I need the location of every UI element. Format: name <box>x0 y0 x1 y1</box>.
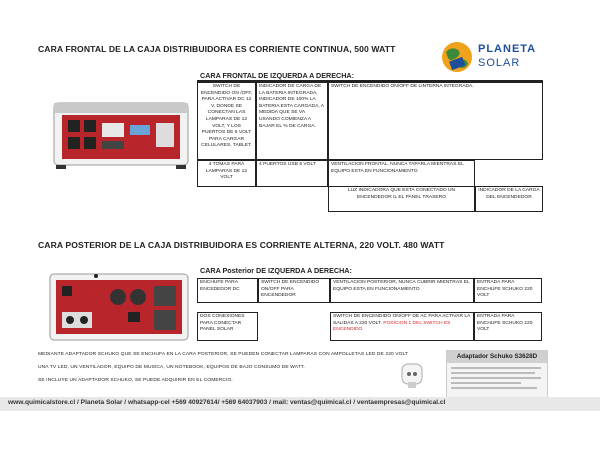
front-cell-usb: 4 PUERTOS USB 5 VOLT <box>256 160 328 187</box>
footer-contact: www.quimicalstore.cl / Planeta Solar / whatsapp-cel +569 40927614/ +569 64037903 / mail: ventas@quimical.cl / ventaempresas@quimical.cl <box>8 399 446 406</box>
rear-switch-ac-text: SWITCH DE ENCENDIDO ON/OFF DE AC PARA ACTIVAR LA SALIDAS A 220 VOLT. <box>333 314 471 326</box>
schuko-adapter-image <box>396 360 428 390</box>
rear-title: CARA POSTERIOR DE LA CAJA DISTRIBUIDORA ES CORRIENTE ALTERNA, 220 VOLT. 480 WATT <box>38 240 445 250</box>
adapter-spec-box <box>446 350 548 398</box>
front-cell-ventilation: VENTILACION FRONTAL, NUNCA TAPARLA MIENTRAS EL EQUIPO ESTA EN FUNCIONAMIENTO <box>328 160 475 187</box>
front-cell-led-indicator: LUZ INDICADORA QUE ESTA CONECTADO UN ENCENDEDOR IL EL PANEL TRASERO <box>328 186 475 212</box>
front-device-image <box>52 95 190 170</box>
front-cell-flashlight: SWITCH DE ENCENDIDO ON/OFF DE LINTERNA INTEGRADA. <box>328 82 543 160</box>
rear-cell-switch-ac <box>330 312 474 341</box>
globe-icon <box>440 40 474 74</box>
adapter-label: Adaptador Schuko S3628D <box>447 351 547 363</box>
front-cell-outlets-12v: 4 TOMAS PARA LAMPARAS DE 12 VOLT <box>197 160 256 187</box>
planeta-solar-logo <box>440 38 580 78</box>
rear-cell-plug-dc: ENCHUFE PARA ENCEDEDOR DC <box>197 278 258 303</box>
note-line-2: UNA TV LED, UN VENTILADOR, EQUIPO DE MUSICA, UN NOTEBOOK, EQUIPOS DE BAJO CONSUMO DE WATT. <box>38 365 305 370</box>
footer-bar <box>0 397 600 411</box>
rear-switch-ac-note: POSICION 1 DEL SWITCH ES ENCENDIDO <box>333 320 451 333</box>
front-title: CARA FRONTAL DE LA CAJA DISTRIBUIDORA ES CORRIENTE CONTINUA, 500 WATT <box>38 44 396 54</box>
note-line-3: SE INCLUYE UN ADAPTADOR SCHUKO, SE PUEDE ADQUIRIR EN EL COMERCIO. <box>38 378 233 383</box>
rear-subtitle: CARA Posterior DE IZQUERDA A DERECHA: <box>200 266 352 275</box>
front-cell-switch-dc: SWITCH DE ENCENDIDO ON /OFF, PARA ACTIVAR DC 12 V, DONDE SE CONECTAN LAS LAMPARAS DE 12 VOLT, Y LOS PUERTOS DE 5 VOLT PARA CARGAR CELULARES, TABLET. <box>197 82 256 160</box>
rear-device-image <box>48 268 190 344</box>
rear-cell-schuko-2: ENTRADA PARA ENCHUFE SCHUKO 220 VOLT <box>474 312 542 341</box>
front-subtitle: CARA FRONTAL DE IZQUERDA A DERECHA: <box>200 71 354 80</box>
note-line-1: MEDIANTE ADAPTADOR SCHUKO QUE SE ENCHUFA EN LA CARA POSTERIOR, SE PUEDEN CONECTAR LAMPARAS CON AMPOLLETAS LED DE 220 VOLT <box>38 352 409 357</box>
rear-cell-schuko-1: ENTRADA PARA ENCHUFE SCHUKO 220 VOLT <box>474 278 542 303</box>
rear-cell-solar: DOS CONEXIONES PARA CONECTAR PANEL SOLAR <box>197 312 258 341</box>
front-cell-battery: INDICADOR DE CARGA DE LA BATERIA INTEGRADA, INDICADOR DE 100% LA BATERIA ESTA CARGADA, A MEDIDA QUE SE VA USANDO COMIENZA A BAJAR EL % DE CARGA. <box>256 82 328 160</box>
logo-line1: PLANETA <box>478 43 537 55</box>
rear-cell-switch-lighter: SWITCH DE ENCENDIDO ON/OFF PARA ENCENDEDOR <box>258 278 330 303</box>
front-cell-charge-indicator: INDICADOR DE LA CARGA DEL ENCENDEDOR <box>475 186 543 212</box>
rear-cell-ventilation: VENTILACION POSTERIOR, NUNCA CUBRIR MIENTRAS EL EQUIPO ESTA EN FUNCIONAMIENTO <box>330 278 474 303</box>
logo-line2: SOLAR <box>478 57 521 69</box>
